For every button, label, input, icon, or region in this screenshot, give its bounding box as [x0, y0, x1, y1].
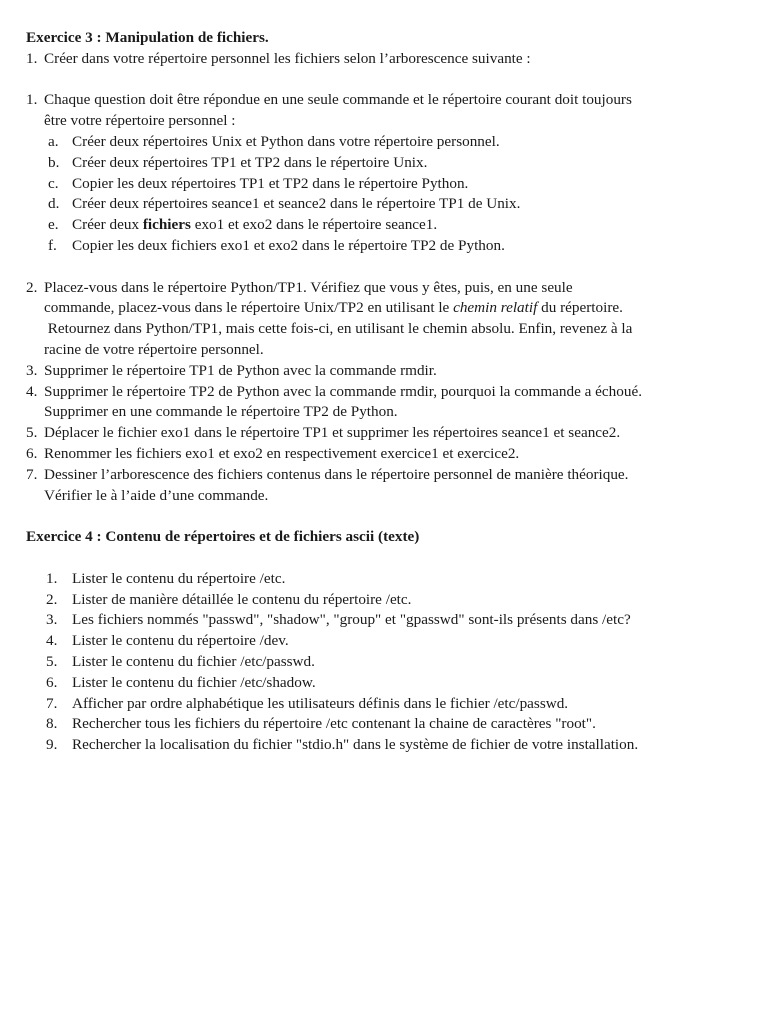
ex4-item-text: Les fichiers nommés "passwd", "shadow", "group" et "gpasswd" sont-ils présents dans /etc?: [72, 611, 631, 629]
ex4-item-text: Rechercher la localisation du fichier "stdio.h" dans le système de fichier de votre installation.: [72, 736, 639, 754]
question-1-item-a: [26, 132, 756, 153]
question-3-text: Supprimer le répertoire TP1 de Python avec la commande rmdir.: [44, 361, 437, 379]
item-text: Copier les deux répertoires TP1 et TP2 dans le répertoire Python.: [72, 174, 469, 192]
document-page: [26, 28, 756, 756]
item-letter: e.: [48, 216, 59, 234]
question-6-text: Renommer les fichiers exo1 et exo2 en respectivement exercice1 et exercice2.: [44, 444, 520, 462]
ex4-item-4: [26, 631, 756, 652]
question-3: [26, 361, 756, 382]
question-1-text-2: être votre répertoire personnel :: [44, 112, 236, 130]
ex4-item-number: 7.: [46, 694, 58, 712]
question-1-item-b: [26, 153, 756, 174]
item-letter: f.: [48, 236, 57, 254]
question-1-item-e: [26, 215, 756, 236]
question-4-text-1: Supprimer le répertoire TP2 de Python avec la commande rmdir, pourquoi la commande a échoué.: [44, 382, 642, 400]
question-2-text-2-post: du répertoire.: [537, 299, 623, 317]
item-letter: b.: [48, 153, 60, 171]
question-7-line-1: [26, 465, 756, 486]
question-5: [26, 423, 756, 444]
question-7-line-2: [26, 486, 756, 507]
ex4-item-text: Lister le contenu du fichier /etc/passwd.: [72, 652, 315, 670]
ex4-item-1: [26, 569, 756, 590]
item-text: Copier les deux fichiers exo1 et exo2 dans le répertoire TP2 de Python.: [72, 236, 505, 254]
exercise-3-title: Exercice 3 : Manipulation de fichiers.: [26, 29, 269, 46]
ex4-item-text: Lister de manière détaillée le contenu du répertoire /etc.: [72, 590, 412, 608]
ex4-item-number: 3.: [46, 611, 58, 629]
ex4-item-2: [26, 590, 756, 611]
question-4-text-2: Supprimer en une commande le répertoire TP2 de Python.: [44, 403, 398, 421]
ex4-item-text: Rechercher tous les fichiers du répertoire /etc contenant la chaine de caractères "root".: [72, 715, 596, 733]
ex4-item-number: 5.: [46, 652, 58, 670]
question-1-line-2: [26, 111, 756, 132]
question-1-item-c: [26, 174, 756, 195]
ex4-item-3: [26, 610, 756, 631]
question-2-line-4: [26, 340, 756, 361]
ex4-item-6: [26, 673, 756, 694]
exercise-4-title: Exercice 4 : Contenu de répertoires et de fichiers ascii (texte): [26, 528, 420, 546]
ex4-item-number: 4.: [46, 632, 58, 650]
item-text: Créer deux répertoires seance1 et seance2 dans le répertoire TP1 de Unix.: [72, 195, 521, 213]
question-5-text: Déplacer le fichier exo1 dans le répertoire TP1 et supprimer les répertoires seance1 et seance2.: [44, 424, 621, 442]
question-2-line-1: [26, 278, 756, 299]
question-1-line-1: [26, 90, 756, 111]
question-2-text-2: [44, 298, 623, 319]
item-text: [72, 215, 437, 236]
question-2-text-2-pre: commande, placez-vous dans le répertoire Unix/TP2 en utilisant le: [44, 299, 454, 317]
intro-text: Créer dans votre répertoire personnel les fichiers selon l’arborescence suivante :: [44, 49, 531, 67]
question-6: [26, 444, 756, 465]
question-7-text-1: Dessiner l’arborescence des fichiers contenus dans le répertoire personnel de manière théorique.: [44, 465, 629, 483]
item-text: Créer deux répertoires Unix et Python dans votre répertoire personnel.: [72, 132, 500, 150]
question-7-text-2: Vérifier le à l’aide d’une commande.: [44, 486, 269, 504]
question-1-item-f: [26, 236, 756, 257]
question-2-line-3: [26, 319, 756, 340]
item-text: Créer deux répertoires TP1 et TP2 dans le répertoire Unix.: [72, 153, 428, 171]
item-letter: c.: [48, 174, 59, 192]
ex4-item-number: 2.: [46, 590, 58, 608]
ex4-item-text: Lister le contenu du fichier /etc/shadow.: [72, 673, 316, 691]
item-text-post: exo1 et exo2 dans le répertoire seance1.: [190, 216, 438, 234]
question-2-line-2: [26, 298, 756, 319]
question-7-number: 7.: [26, 465, 38, 483]
intro-number: 1.: [26, 49, 38, 67]
ex4-item-9: [26, 735, 756, 756]
ex4-item-7: [26, 694, 756, 715]
question-2-text-2-italic: chemin relatif: [453, 299, 538, 317]
question-1-number: 1.: [26, 91, 38, 109]
item-text-pre: Créer deux: [72, 216, 143, 234]
question-2-text-3: Retournez dans Python/TP1, mais cette fois-ci, en utilisant le chemin absolu. Enfin, revenez à la: [44, 320, 633, 338]
question-1-text-1: Chaque question doit être répondue en une seule commande et le répertoire courant doit toujours: [44, 91, 632, 109]
question-1-item-d: [26, 194, 756, 215]
question-6-number: 6.: [26, 444, 38, 462]
ex4-item-text: Lister le contenu du répertoire /etc.: [72, 569, 286, 587]
question-5-number: 5.: [26, 424, 38, 442]
ex4-item-number: 6.: [46, 673, 58, 691]
question-4-line-1: [26, 382, 756, 403]
question-2-text-1: Placez-vous dans le répertoire Python/TP1. Vérifiez que vous y êtes, puis, en une seule: [44, 278, 573, 296]
exercise-3-intro: [26, 49, 756, 70]
ex4-item-number: 8.: [46, 715, 58, 733]
question-2-number: 2.: [26, 278, 38, 296]
question-2-text-4: racine de votre répertoire personnel.: [44, 340, 264, 358]
item-letter: d.: [48, 195, 60, 213]
ex4-item-text: Afficher par ordre alphabétique les utilisateurs définis dans le fichier /etc/passwd.: [72, 694, 569, 712]
item-letter: a.: [48, 132, 59, 150]
ex4-item-number: 1.: [46, 569, 58, 587]
ex4-item-number: 9.: [46, 736, 58, 754]
ex4-item-text: Lister le contenu du répertoire /dev.: [72, 632, 289, 650]
question-4-number: 4.: [26, 382, 38, 400]
question-3-number: 3.: [26, 361, 38, 379]
question-4-line-2: [26, 402, 756, 423]
ex4-item-5: [26, 652, 756, 673]
item-text-bold: fichiers: [142, 216, 191, 234]
ex4-item-8: [26, 714, 756, 735]
